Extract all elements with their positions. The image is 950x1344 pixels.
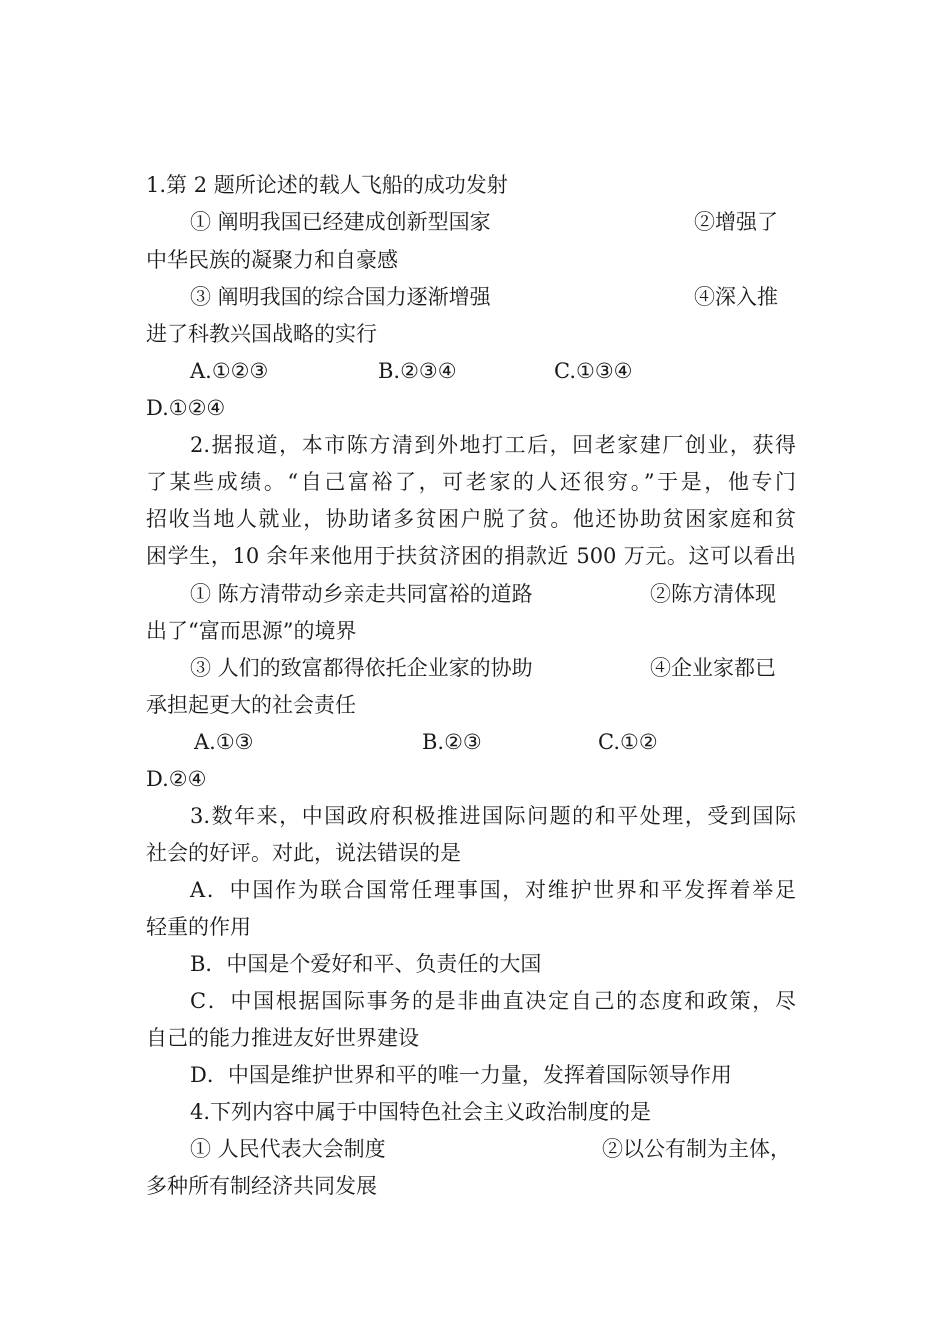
question-4-stem: 4.下列内容中属于中国特色社会主义政治制度的是 <box>190 1100 652 1124</box>
question-2-item-4-start: ④企业家都已 <box>650 656 776 680</box>
question-1-item-1: ① 阐明我国已经建成创新型国家 <box>190 210 491 234</box>
question-2-stem-line-4: 困学生，10 余年来他用于扶贫济困的捐款近 500 万元。这可以看出 <box>146 544 796 568</box>
question-1-item-3-line <box>190 279 796 316</box>
question-1-option-a: A.①②③ <box>190 359 269 383</box>
question-3-choice-d: D．中国是维护世界和平的唯一力量，发挥着国际领导作用 <box>190 1063 732 1087</box>
question-1-stem: 1.第 2 题所论述的载人飞船的成功发射 <box>146 173 508 197</box>
question-2-item-1-line <box>190 576 796 613</box>
question-1-item-4-rest: 进了科教兴国战略的实行 <box>146 322 377 346</box>
question-1-item-2-rest: 中华民族的凝聚力和自豪感 <box>146 248 398 272</box>
question-4-item-1: ① 人民代表大会制度 <box>190 1137 386 1161</box>
question-3-stem-line-2: 社会的好评。对此，说法错误的是 <box>146 841 461 865</box>
question-2-option-d: D.②④ <box>146 767 207 791</box>
question-2-option-c: C.①② <box>598 730 658 754</box>
question-2-option-a: A.①③ <box>194 730 254 754</box>
question-2-item-2-rest: 出了“富而思源”的境界 <box>146 619 357 643</box>
question-1-option-d: D.①②④ <box>146 396 226 420</box>
question-2-item-4-rest: 承担起更大的社会责任 <box>146 693 356 717</box>
question-1-item-4-start: ④深入推 <box>694 285 778 309</box>
question-2-option-b: B.②③ <box>422 730 482 754</box>
question-1-options <box>190 353 796 390</box>
question-2-stem-line-3: 招收当地人就业，协助诸多贫困户脱了贫。他还协助贫困家庭和贫 <box>146 507 796 531</box>
question-2-item-3: ③ 人们的致富都得依托企业家的协助 <box>190 656 533 680</box>
question-2-options <box>190 724 796 761</box>
question-4-item-1-line <box>190 1131 796 1168</box>
question-2-stem-line-2: 了某些成绩。“自己富裕了，可老家的人还很穷。”于是，他专门 <box>146 470 796 494</box>
question-3-choice-a-line-1: A．中国作为联合国常任理事国，对维护世界和平发挥着举足 <box>190 878 796 902</box>
question-4-item-2-rest: 多种所有制经济共同发展 <box>146 1174 377 1198</box>
question-2-item-1: ① 陈方清带动乡亲走共同富裕的道路 <box>190 582 533 606</box>
question-2-stem-line-1: 2.据报道，本市陈方清到外地打工后，回老家建厂创业，获得 <box>190 433 796 457</box>
question-3-choice-a-line-2: 轻重的作用 <box>146 915 251 939</box>
question-2-item-2-start: ②陈方清体现 <box>650 582 776 606</box>
question-1-item-2-start: ②增强了 <box>694 210 778 234</box>
question-3-stem-line-1: 3.数年来，中国政府积极推进国际问题的和平处理，受到国际 <box>190 804 796 828</box>
question-2-item-3-line <box>190 650 796 687</box>
question-1-option-c: C.①③④ <box>554 359 633 383</box>
question-1-item-1-line <box>190 204 796 241</box>
question-3-choice-c-line-1: C．中国根据国际事务的是非曲直决定自己的态度和政策，尽 <box>190 989 796 1013</box>
question-3-choice-b: B．中国是个爱好和平、负责任的大国 <box>190 952 542 976</box>
question-3-choice-c-line-2: 自己的能力推进友好世界建设 <box>146 1026 419 1050</box>
question-1-item-3: ③ 阐明我国的综合国力逐渐增强 <box>190 285 491 309</box>
question-1-option-b: B.②③④ <box>378 359 457 383</box>
question-4-item-2-start: ②以公有制为主体， <box>602 1137 791 1161</box>
